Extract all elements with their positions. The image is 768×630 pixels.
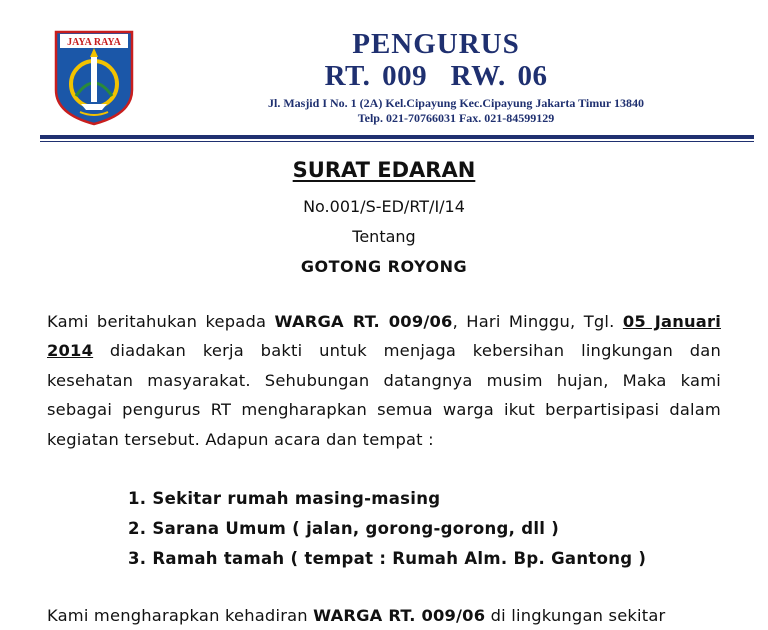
p1-date: 05 Januari 2014 [47,312,721,361]
paragraph-closing [47,601,721,630]
header-title-line2: RT. 009 RW. 06 [324,60,548,92]
agenda-list [128,484,646,574]
p2-text-a: Kami mengharapkan kehadiran [47,606,314,625]
p2-text-c: di lingkungan sekitar [485,606,666,625]
p1-text-c: , Hari Minggu, Tgl. [452,312,623,331]
list-item: 1. Sekitar rumah masing-masing [128,489,441,508]
document-title-text: SURAT EDARAN [292,158,476,182]
list-item: 3. Ramah tamah ( tempat : Rumah Alm. Bp. Gantong ) [128,549,647,568]
list-item: 2. Sarana Umum ( jalan, gorong-gorong, dll ) [128,519,560,538]
document-subject: GOTONG ROYONG [300,257,468,276]
paragraph-announcement [47,307,721,454]
p1-recipient: WARGA RT. 009/06 [274,312,453,331]
about-label: Tentang [352,227,416,246]
p1-text-a: Kami beritahukan kepada [47,312,275,331]
p2-recipient: WARGA RT. 009/06 [313,606,486,625]
header-rule-thin [40,141,754,142]
logo-text: JAYA RAYA [67,37,121,48]
p1-text-e: diadakan kerja bakti untuk menjaga kebersihan lingkungan dan kesehatan masyarakat. Sehubungan datangnya musim hujan, Maka kami sebagai pengurus RT mengharapkan semua warga ikut berpartisipasi dalam kegiatan tersebut. Adapun acara dan tempat : [47,341,721,449]
header-rule-thick [40,135,754,139]
header-address: Jl. Masjid I No. 1 (2A) Kel.Cipayung Kec.Cipayung Jakarta Timur 13840 [267,96,645,110]
document-number: No.001/S-ED/RT/I/14 [303,197,465,216]
header-contact: Telp. 021-70766031 Fax. 021-84599129 [357,111,555,125]
document-title [0,158,768,182]
header-title-line1: PENGURUS [352,28,520,60]
